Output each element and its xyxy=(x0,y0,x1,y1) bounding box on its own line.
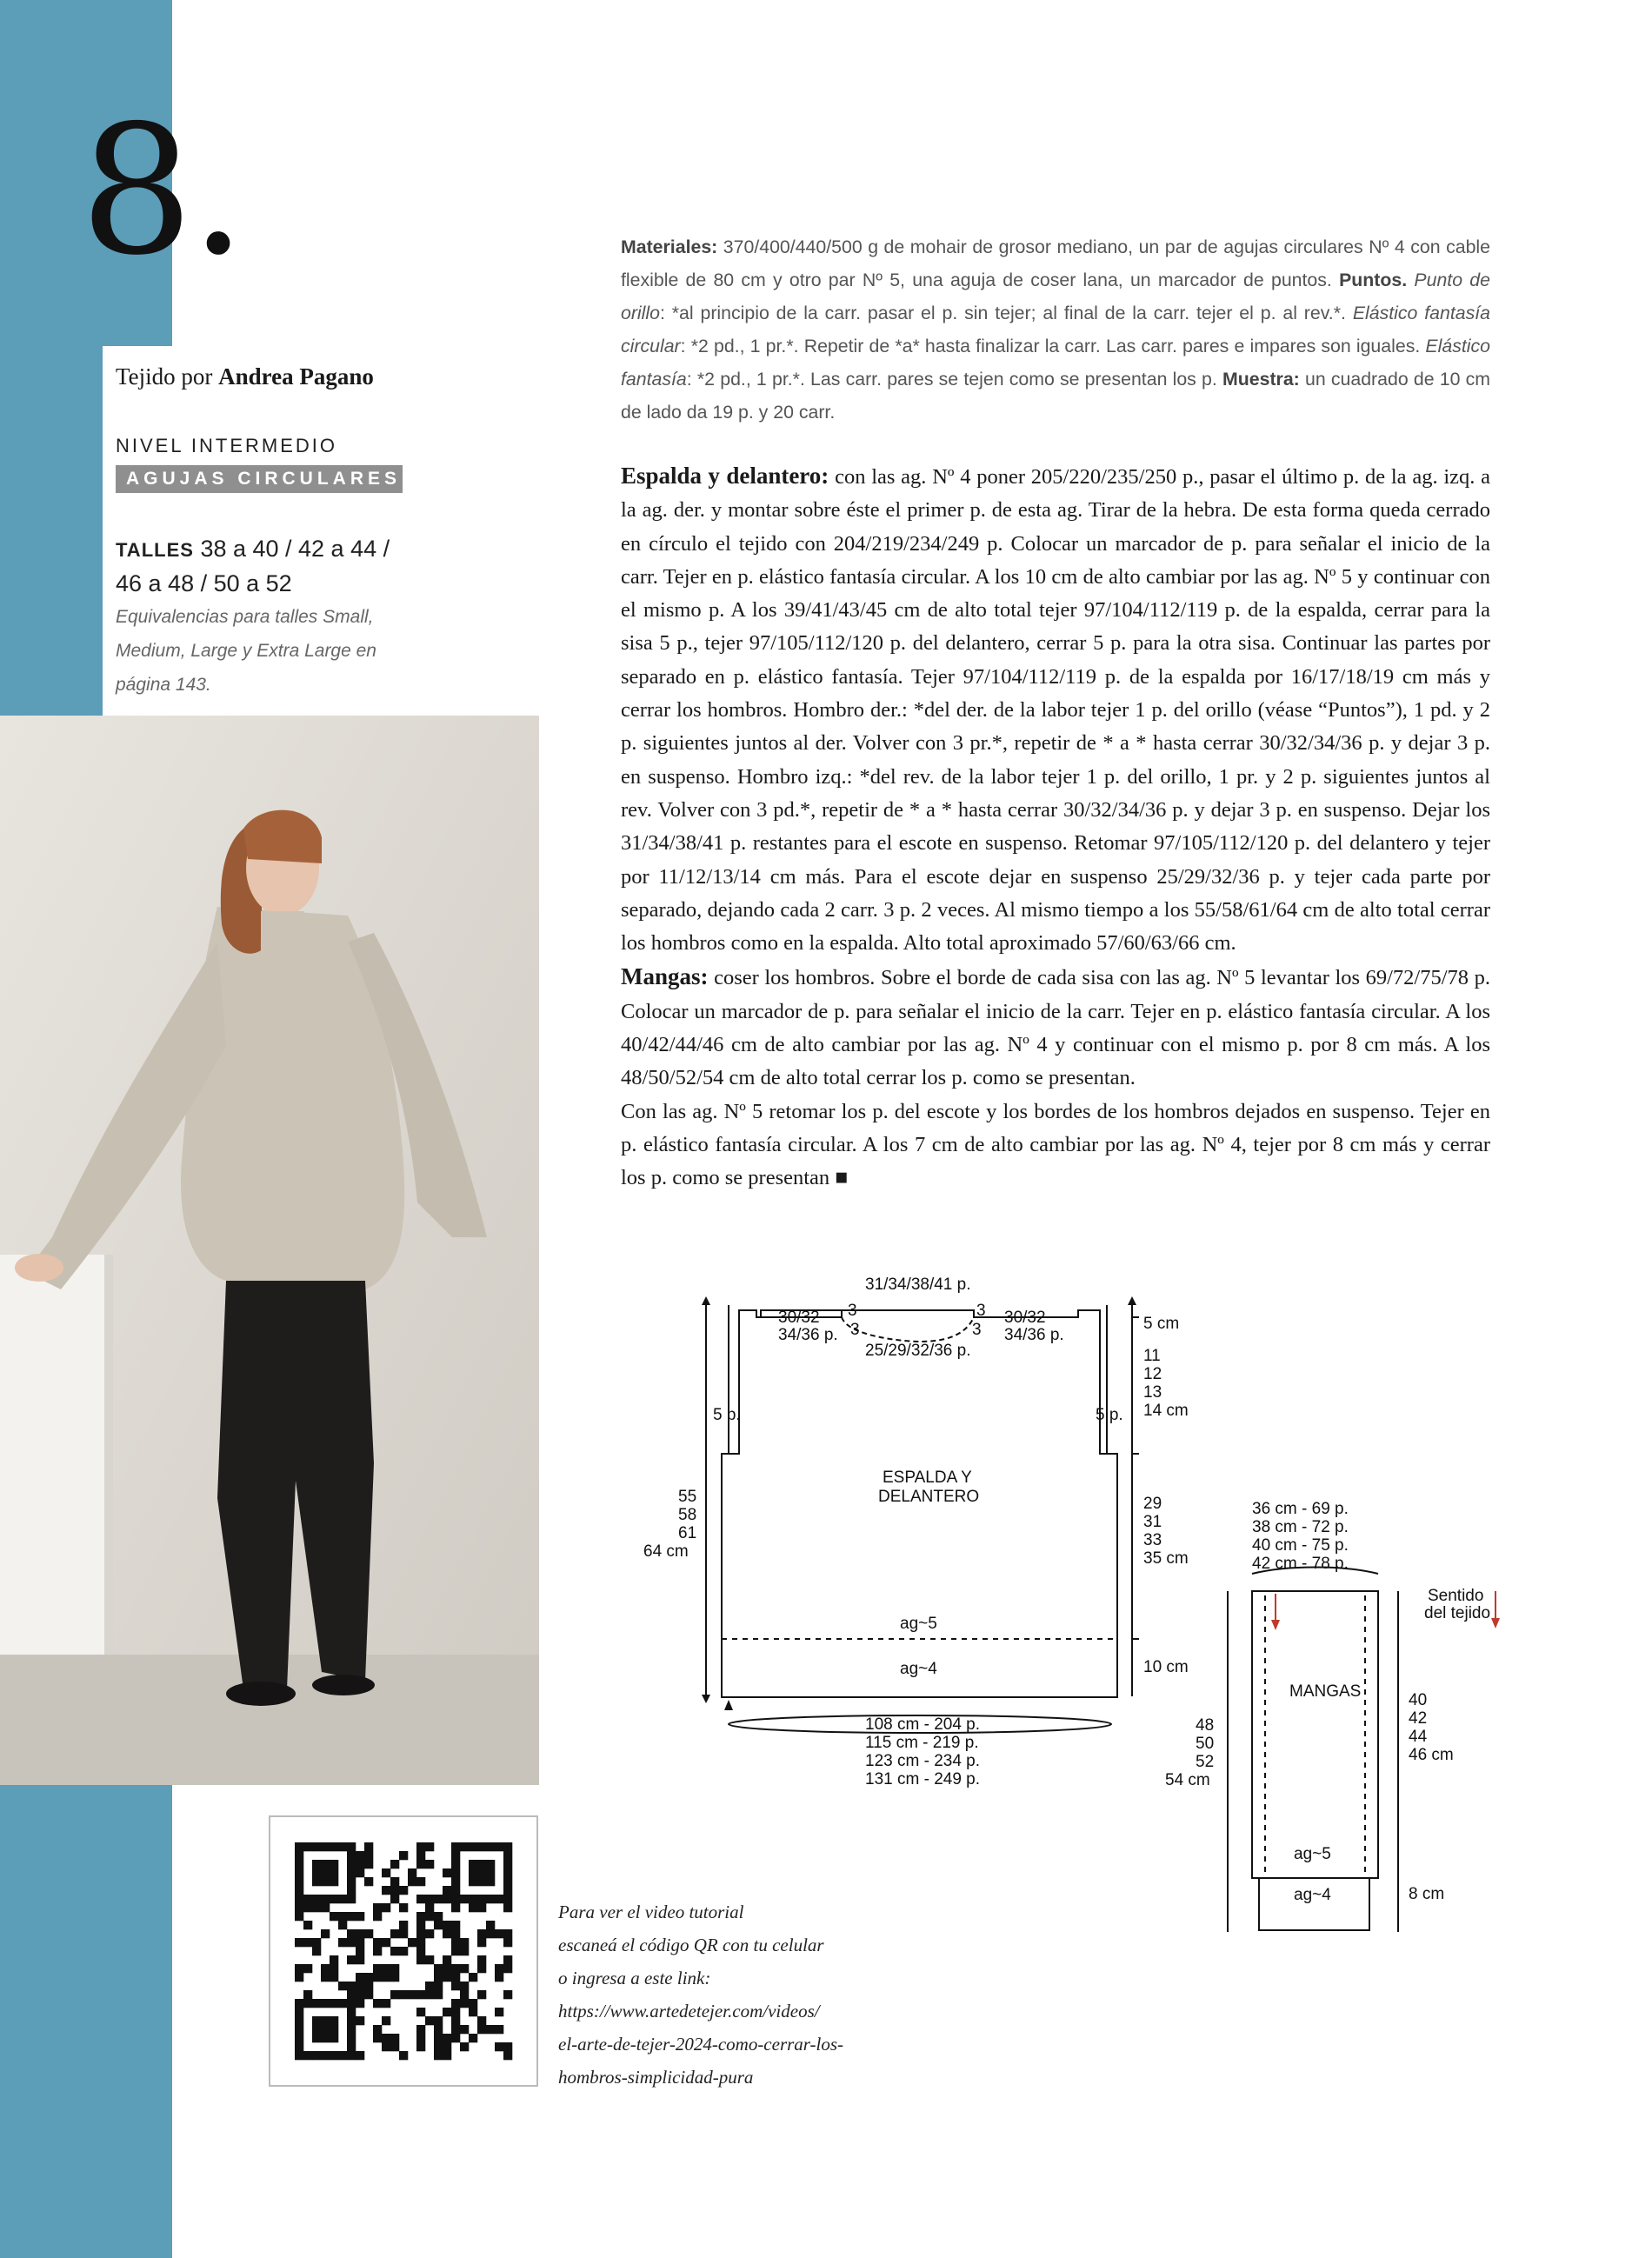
sleeve-upper-height: 46 cm xyxy=(1409,1746,1454,1764)
armhole-height: 12 xyxy=(1143,1365,1162,1383)
body-height: 31 xyxy=(1143,1513,1162,1531)
sizes-line2: 46 a 48 / 50 a 52 xyxy=(116,570,292,596)
sleeves-text: coser los hombros. Sobre el borde de cada sisa con las ag. Nº 5 levantar los 69/72/75/78 p. Colocar un marcador de p. para señalar el inicio de la carr. Tejer en p. elástico fantasía circular. A los 40/42/44/46 cm de alto cambiar por las ag. Nº 4 y continuar con el mismo p. por 8 cm más. A los 48/50/52/54 cm de alto total cerrar los p. como se presentan. xyxy=(621,966,1490,1090)
neck-step: 3 xyxy=(976,1302,986,1320)
armhole-height: 11 xyxy=(1143,1347,1161,1365)
total-height: 64 cm xyxy=(643,1542,689,1561)
shoulder-right-2: 34/36 p. xyxy=(1004,1326,1064,1344)
neck-depth-label: 5 cm xyxy=(1143,1315,1180,1333)
sleeve-label: MANGAS xyxy=(1289,1682,1362,1701)
needle-upper-label: ag~5 xyxy=(900,1615,937,1633)
qr-code-box[interactable] xyxy=(269,1815,538,2087)
sizes-block xyxy=(116,532,429,600)
body-width: 115 cm - 219 p. xyxy=(865,1734,979,1752)
sleeve-upper-height: 44 xyxy=(1409,1728,1428,1746)
knitter-credit xyxy=(116,363,374,390)
sizes-label: TALLES xyxy=(116,539,194,561)
sleeve-top-width: 40 cm - 75 p. xyxy=(1252,1536,1349,1555)
level-label: NIVEL INTERMEDIO xyxy=(116,435,337,456)
knitting-direction-arrowhead-icon xyxy=(1491,1618,1500,1629)
circular-rib-text: : *2 pd., 1 pr.*. Repetir de *a* hasta finalizar la carr. Las carr. pares e impares son iguales. xyxy=(680,336,1421,356)
fancy-rib-text: : *2 pd., 1 pr.*. Las carr. pares se tejen como se presentan los p. xyxy=(686,369,1217,390)
qr-link-line[interactable]: https://www.artedetejer.com/videos/ xyxy=(558,2001,820,2022)
materials-label: Materiales: xyxy=(621,236,718,257)
credit-prefix: Tejido por xyxy=(116,363,213,390)
pattern-number: 8. xyxy=(80,88,243,295)
sleeves-section xyxy=(621,960,1490,1095)
materials-text: 370/400/440/500 g de mohair de grosor mediano, un par de agujas circulares Nº 4 con cable flexible de 80 cm y otro par Nº 5, una aguja de coser lana, un marcador de puntos. xyxy=(621,236,1490,290)
needle-lower-label: ag~4 xyxy=(900,1660,937,1678)
model-photo-illustration xyxy=(0,716,539,1785)
shoulder-left-2: 34/36 p. xyxy=(778,1326,838,1344)
armhole-arrow-icon xyxy=(724,1700,733,1710)
sleeve-needle-lower: ag~4 xyxy=(1294,1886,1331,1904)
sleeve-total-height: 52 xyxy=(1196,1753,1215,1771)
qr-caption-line: escaneá el código QR con tu celular xyxy=(558,1935,824,1955)
direction-label: Sentido xyxy=(1428,1587,1484,1605)
neck-step: 3 xyxy=(848,1302,857,1320)
selvedge-text: : *al principio de la carr. pasar el p. sin tejer; al final de la carr. tejer el p. al rev.*. xyxy=(659,303,1346,323)
body-height: 29 xyxy=(1143,1495,1162,1513)
body-width: 131 cm - 249 p. xyxy=(865,1770,981,1788)
body-width: 123 cm - 234 p. xyxy=(865,1752,981,1770)
sleeve-top-width: 38 cm - 72 p. xyxy=(1252,1518,1349,1536)
body-width: 108 cm - 204 p. xyxy=(865,1715,981,1734)
schematic-diagram xyxy=(643,1265,1504,1943)
selvedge-label: Punto de orillo xyxy=(621,270,1490,323)
sleeve-outline xyxy=(1252,1591,1378,1930)
armhole-height: 14 cm xyxy=(1143,1402,1189,1420)
sleeves-label: Mangas: xyxy=(621,963,709,990)
neck-step: 3 xyxy=(850,1321,860,1339)
sizes-equivalence: Equivalencias para talles Small, Medium, Large y Extra Large en página 143. xyxy=(116,607,376,695)
qr-link-line[interactable]: hombros-simplicidad-pura xyxy=(558,2067,754,2088)
body-label: ESPALDA Y xyxy=(883,1469,972,1487)
body-front-neck xyxy=(842,1317,974,1342)
armhole-left-label: 5 p. xyxy=(713,1406,741,1424)
gauge-label: Muestra: xyxy=(1222,369,1300,390)
neck-section xyxy=(621,1096,1490,1196)
body-label: DELANTERO xyxy=(878,1488,980,1506)
shoulder-left-1: 30/32 xyxy=(778,1309,820,1327)
materials-paragraph xyxy=(621,230,1490,429)
back-front-text: con las ag. Nº 4 poner 205/220/235/250 p., pasar el último p. de la ag. izq. a la ag. der. y montar sobre éste el primer p. de esta ag. Tirar de la hebra. De esta forma queda cerrado en círculo el tejido con 204/219/234/249 p. Colocar un marcador de p. para señalar el inicio de la carr. Tejer en p. elástico fantasía circular. A los 10 cm de alto cambiar por las ag. Nº 5 y continuar con el mismo p. A los 39/41/43/45 cm de alto total tejer 97/104/112/119 p. de la espalda, cerrar para la sisa 5 p., tejer 97/105/112/120 p. del delantero, cerrar 5 p. para la otra sisa. Continuar las partes por separado en p. elástico fantasía. Tejer 97/104/112/119 p. de la espalda por 16/17/18/19 cm más y cerrar los hombros. Hombro der.: *del der. de la labor tejer 1 p. del orillo (véase “Puntos”), 1 pd. y 2 p. siguientes juntos al der. Volver con 3 pr.*, repetir de * a * hasta cerrar 30/32/34/36 p. y dejar 3 p. en suspenso. Hombro izq.: *del rev. de la labor tejer 1 p. del orillo, 1 pr. y 2 p. siguientes juntos al rev. Volver con 3 pd.*, repetir de * a * hasta cerrar 30/32/34/36 p. y dejar 3 p. en suspenso. Dejar los 31/34/38/41 p. restantes para el escote en suspenso. Retomar 97/105/112/120 p. del delantero y tejer por 11/12/13/14 cm más. Para el escote dejar en suspenso 25/29/32/36 p. y tejer cada parte por separado, dejando cada 2 carr. 3 p. 2 veces. Al mismo tiempo a los 55/58/61/64 cm de alto total cerrar los hombros como en la espalda. Alto total aproximado 57/60/63/66 cm. xyxy=(621,465,1491,956)
stitches-label: Puntos. xyxy=(1339,270,1408,290)
model-photo xyxy=(0,716,539,1785)
credit-author: Andrea Pagano xyxy=(218,363,374,390)
direction-label: del tejido xyxy=(1424,1604,1491,1622)
sleeve-total-height: 54 cm xyxy=(1165,1771,1210,1789)
total-height: 61 xyxy=(678,1524,697,1542)
shoulder-right-1: 30/32 xyxy=(1004,1309,1046,1327)
technique-badge: AGUJAS CIRCULARES xyxy=(116,465,403,493)
gauge-text: un cuadrado de 10 cm de lado da 19 p. y 20 carr. xyxy=(621,369,1491,423)
total-height: 55 xyxy=(678,1488,697,1506)
top-neck-label: 31/34/38/41 p. xyxy=(865,1276,971,1294)
end-mark: ■ xyxy=(835,1166,849,1190)
body-height: 35 cm xyxy=(1143,1549,1189,1568)
neck-text: Con las ag. Nº 5 retomar los p. del escote y los bordes de los hombros dejados en suspenso. Tejer en p. elástico fantasía circular. A los 7 cm de alto cambiar por las ag. Nº 4, tejer por 8 cm más y cerrar los p. como se presentan xyxy=(621,1099,1490,1190)
sleeve-total-height: 50 xyxy=(1196,1735,1215,1753)
circular-rib-label: Elástico fantasía circular xyxy=(621,303,1491,356)
fancy-rib-label: Elástico fantasía xyxy=(621,336,1490,390)
body-height: 33 xyxy=(1143,1531,1162,1549)
qr-link-line[interactable]: el-arte-de-tejer-2024-como-cerrar-los- xyxy=(558,2034,844,2055)
sleeve-top-width: 42 cm - 78 p. xyxy=(1252,1555,1349,1573)
qr-code-icon[interactable] xyxy=(270,1817,536,2085)
sleeve-needle-upper: ag~5 xyxy=(1294,1845,1331,1863)
sleeve-cuff-height: 8 cm xyxy=(1409,1885,1445,1903)
back-front-label: Espalda y delantero: xyxy=(621,463,829,489)
instructions xyxy=(621,459,1490,1196)
back-front-section xyxy=(621,459,1490,960)
sizes-line1: 38 a 40 / 42 a 44 / xyxy=(200,536,390,562)
rib-height-label: 10 cm xyxy=(1143,1658,1189,1676)
total-height: 58 xyxy=(678,1506,697,1524)
sleeve-upper-height: 40 xyxy=(1409,1691,1428,1709)
qr-caption-line: o ingresa a este link: xyxy=(558,1968,711,1988)
armhole-right-label: 5 p. xyxy=(1096,1406,1123,1424)
armhole-height: 13 xyxy=(1143,1383,1162,1402)
front-neck-label: 25/29/32/36 p. xyxy=(865,1342,971,1360)
sleeve-upper-height: 42 xyxy=(1409,1709,1428,1728)
sleeve-total-height: 48 xyxy=(1196,1716,1215,1735)
qr-caption-line: Para ver el video tutorial xyxy=(558,1902,744,1922)
sleeve-top-width: 36 cm - 69 p. xyxy=(1252,1500,1349,1518)
neck-step: 3 xyxy=(972,1321,982,1339)
